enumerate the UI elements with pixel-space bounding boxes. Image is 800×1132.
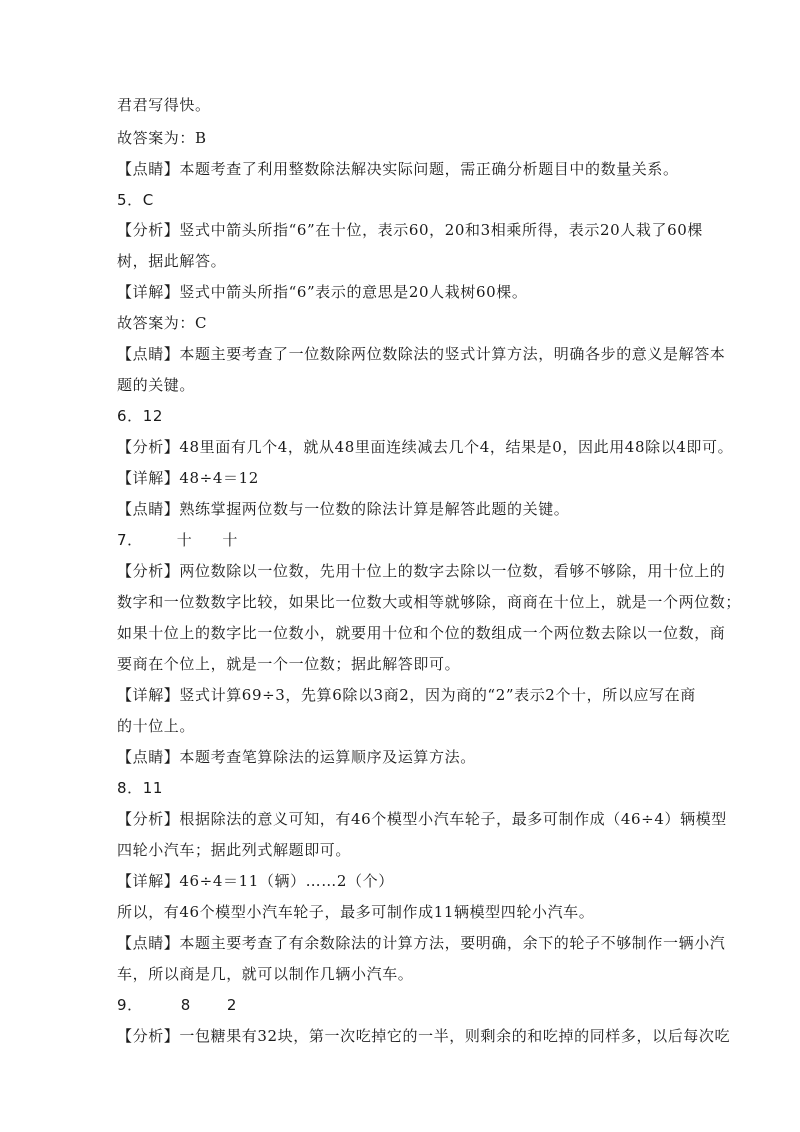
question-number: [117, 530, 717, 550]
answer-blank: 十: [176, 531, 193, 549]
text-line: 【详解】46÷4＝11（辆）……2（个）: [117, 872, 394, 890]
text-line: 故答案为：B: [117, 129, 207, 147]
text-line: 君君写得快。: [117, 96, 211, 114]
text-line: 【详解】竖式计算69÷3，先算6除以3商2，因为商的“2”表示2个十，所以应写在商: [117, 686, 696, 704]
text-line: 如果十位上的数字比一位数小，就要用十位和个位的数组成一个两位数去除以一位数，商: [117, 624, 726, 642]
question-number: 8．11: [117, 779, 164, 797]
answer-blank: 8: [180, 996, 191, 1014]
answer-blank: 2: [226, 996, 238, 1014]
answer-blank: 十: [222, 531, 238, 549]
text-line: 【分析】48里面有几个4，就从48里面连续减去几个4，结果是0，因此用48除以4即可。: [117, 438, 734, 456]
question-number: 6．12: [117, 407, 164, 425]
text-line: 【详解】48÷4＝12: [117, 469, 259, 487]
text-line: 【分析】根据除法的意义可知，有46个模型小汽车轮子，最多可制作成（46÷4）辆模型: [117, 810, 727, 828]
text-line: 【点睛】本题考查笔算除法的运算顺序及运算方法。: [117, 748, 476, 766]
text-line: 数字和一位数数字比较，如果比一位数大或相等就够除，商商在十位上，就是一个两位数；: [117, 593, 742, 611]
text-line: 的十位上。: [117, 717, 196, 735]
question-number: [117, 995, 717, 1015]
text-line: 树，据此解答。: [117, 252, 227, 270]
text-line: 所以，有46个模型小汽车轮子，最多可制作成11辆模型四轮小汽车。: [117, 903, 595, 921]
text-line: 故答案为：C: [117, 314, 208, 332]
text-line: 【点睛】本题主要考查了一位数除两位数除法的竖式计算方法，明确各步的意义是解答本: [117, 345, 726, 363]
text-line: 【分析】两位数除以一位数，先用十位上的数字去除以一位数，看够不够除，用十位上的: [117, 562, 726, 580]
text-line: 四轮小汽车；据此列式解题即可。: [117, 841, 352, 859]
text-line: 车，所以商是几，就可以制作几辆小汽车。: [117, 965, 414, 983]
text-line: 【点睛】熟练掌握两位数与一位数的除法计算是解答此题的关键。: [117, 500, 570, 518]
text-line: 【分析】竖式中箭头所指“6”在十位，表示60，20和3相乘所得，表示20人栽了60棵: [117, 221, 703, 239]
text-line: 【分析】一包糖果有32块，第一次吃掉它的一半，则剩余的和吃掉的同样多，以后每次吃: [117, 1027, 731, 1045]
question-label: 9．: [117, 996, 143, 1014]
question-label: 7．: [117, 531, 143, 549]
text-line: 【点睛】本题主要考查了有余数除法的计算方法，要明确，余下的轮子不够制作一辆小汽: [117, 934, 726, 952]
text-line: 【详解】竖式中箭头所指“6”表示的意思是20人栽树60棵。: [117, 283, 528, 301]
question-number: 5．C: [117, 191, 154, 209]
text-line: 【点睛】本题考查了利用整数除法解决实际问题，需正确分析题目中的数量关系。: [117, 160, 679, 178]
text-line: 要商在个位上，就是一个一位数；据此解答即可。: [117, 655, 461, 673]
text-line: 题的关键。: [117, 376, 196, 394]
